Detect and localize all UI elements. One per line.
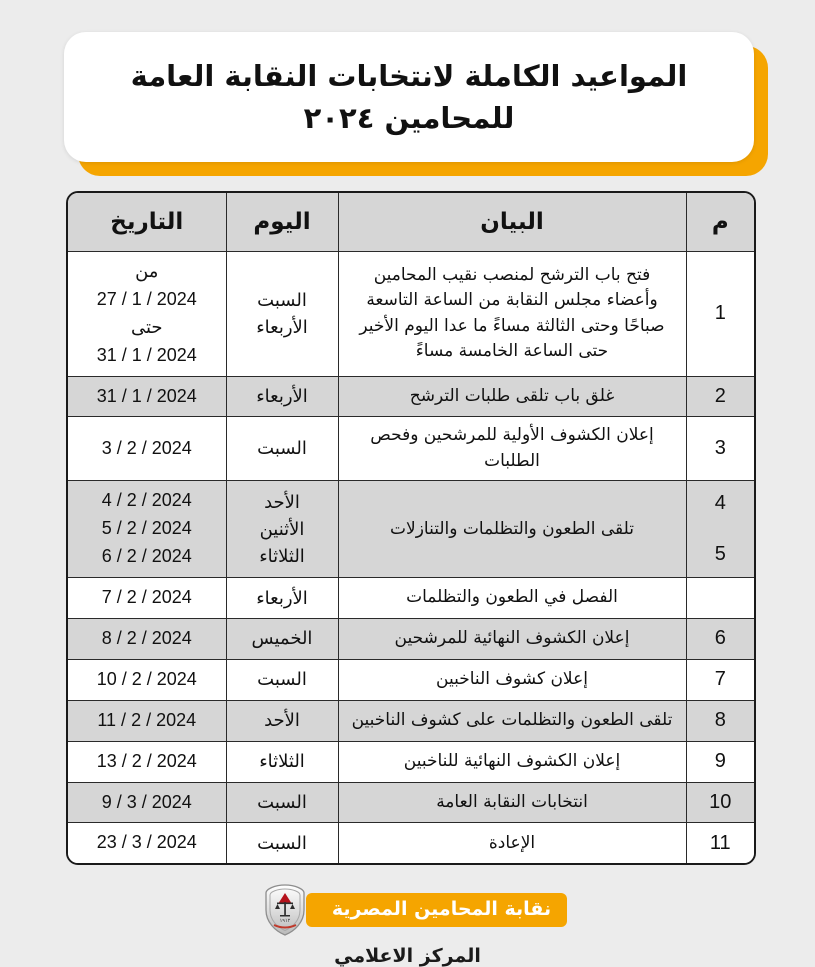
cell-number: [686, 481, 754, 578]
cell-day-line: الثلاثاء: [259, 545, 305, 567]
cell-day-line: الثلاثاء: [259, 751, 305, 773]
cell-day-line: الأحد: [264, 491, 300, 513]
cell-description: تلقى الطعون والتظلمات والتنازلات: [338, 481, 686, 578]
cell-description: إعلان الكشوف النهائية للناخبين: [338, 741, 686, 782]
schedule-table-container: [66, 191, 756, 865]
column-header-date: التاريخ: [68, 193, 226, 252]
cell-day-line: السبت: [257, 669, 307, 691]
cell-number-group: [695, 492, 747, 566]
cell-day-line: السبت: [257, 438, 307, 460]
cell-date: [68, 782, 226, 823]
cell-number: [686, 578, 754, 619]
cell-date: [68, 252, 226, 377]
table-row: [68, 481, 754, 578]
cell-number: 8: [686, 700, 754, 741]
footer-branding: [0, 884, 815, 936]
cell-description: انتخابات النقابة العامة: [338, 782, 686, 823]
cell-day-line: الأربعاء: [256, 316, 308, 338]
cell-date-line: 2024 / 2 / 3: [101, 438, 192, 458]
cell-date-line: حتى: [130, 316, 163, 337]
cell-day: [226, 481, 338, 578]
cell-date-line: 2024 / 2 / 6: [101, 546, 192, 567]
cell-day-line: الأربعاء: [256, 587, 308, 609]
cell-day: [226, 700, 338, 741]
footer-department-label: المركز الاعلامي: [334, 945, 481, 967]
cell-description: غلق باب تلقى طلبات الترشح: [338, 376, 686, 417]
cell-date-line: 2024 / 2 / 8: [101, 628, 192, 649]
cell-day: [226, 578, 338, 619]
cell-date: [68, 417, 226, 481]
cell-description: تلقى الطعون والتظلمات على كشوف الناخبين: [338, 700, 686, 741]
cell-date: [68, 700, 226, 741]
cell-day-line: السبت: [257, 289, 307, 311]
table-row: [68, 376, 754, 417]
table-row: [68, 782, 754, 823]
cell-number: 1: [686, 252, 754, 377]
cell-day: [226, 417, 338, 481]
schedule-table: [68, 193, 754, 863]
cell-number: 3: [686, 417, 754, 481]
page-title: المواعيد الكاملة لانتخابات النقابة العامة للمحامين ٢٠٢٤: [130, 58, 688, 135]
cell-number: 9: [686, 741, 754, 782]
cell-date-line: 2024 / 3 / 9: [101, 791, 192, 812]
cell-day-line: الأربعاء: [256, 386, 308, 407]
column-header-description: البيان: [338, 193, 686, 252]
cell-day-line: الأثنين: [259, 518, 305, 540]
table-row: [68, 619, 754, 660]
cell-description: الفصل في الطعون والتظلمات: [338, 578, 686, 619]
table-body: [68, 252, 754, 864]
cell-description: فتح باب الترشح لمنصب نقيب المحامين وأعضاء مجلس النقابة من الساعة التاسعة صباحًا وحتى الثالثة مساءً ما عدا اليوم الأخير حتى الساعة الخامسة مساءً: [338, 252, 686, 377]
cell-day: [226, 782, 338, 823]
cell-date-line: 2024 / 2 / 4: [101, 490, 192, 511]
cell-day: [226, 376, 338, 417]
cell-date: [68, 741, 226, 782]
cell-day-line: السبت: [257, 792, 307, 814]
table-row: [68, 823, 754, 863]
cell-date-line: 2024 / 1 / 31: [96, 385, 197, 406]
cell-date: [68, 578, 226, 619]
table-row: [68, 659, 754, 700]
cell-number-value: 4: [714, 492, 726, 515]
table-header-row: [68, 193, 754, 252]
cell-day: [226, 741, 338, 782]
svg-text:١٩١٢: ١٩١٢: [279, 918, 291, 924]
table-row: [68, 417, 754, 481]
header-card: [64, 32, 754, 162]
cell-date: [68, 376, 226, 417]
column-header-number: م: [686, 193, 754, 252]
cell-number: 7: [686, 659, 754, 700]
cell-number-value: 5: [714, 543, 726, 566]
cell-date-line: 2024 / 2 / 13: [96, 750, 197, 771]
cell-description: إعلان الكشوف الأولية للمرشحين وفحص الطلبات: [338, 417, 686, 481]
cell-date: [68, 481, 226, 578]
cell-description: إعلان كشوف الناخبين: [338, 659, 686, 700]
cell-day: [226, 823, 338, 863]
table-row: [68, 252, 754, 377]
cell-date-line: 2024 / 2 / 10: [96, 668, 197, 689]
cell-description: إعلان الكشوف النهائية للمرشحين: [338, 619, 686, 660]
cell-day: [226, 619, 338, 660]
cell-date-line: من: [135, 261, 159, 281]
cell-day: [226, 252, 338, 377]
footer-organization-label: نقابة المحامين المصرية: [306, 893, 567, 927]
cell-date-line: 2024 / 1 / 31: [96, 344, 197, 365]
cell-date-line: 2024 / 2 / 11: [97, 709, 197, 730]
cell-date: [68, 619, 226, 660]
table-header: [68, 193, 754, 252]
cell-day: [226, 659, 338, 700]
column-header-day: اليوم: [226, 193, 338, 252]
cell-number: 6: [686, 619, 754, 660]
cell-number: 2: [686, 376, 754, 417]
header-banner: [64, 32, 754, 162]
cell-day-line: السبت: [257, 832, 307, 854]
cell-description: الإعادة: [338, 823, 686, 863]
cell-date-line: 2024 / 2 / 7: [101, 587, 192, 608]
cell-number: 11: [686, 823, 754, 863]
lawyers-syndicate-emblem-icon: [264, 884, 306, 936]
footer: [0, 884, 815, 967]
table-row: [68, 578, 754, 619]
cell-date-line: 2024 / 2 / 5: [101, 518, 192, 539]
table-row: [68, 700, 754, 741]
cell-date-line: 2024 / 3 / 23: [96, 832, 197, 853]
table-row: [68, 741, 754, 782]
cell-date-line: 2024 / 1 / 27: [96, 288, 197, 309]
cell-day-line: الأحد: [264, 710, 300, 732]
cell-date: [68, 823, 226, 863]
cell-day-line: الخميس: [251, 628, 313, 650]
cell-number: 10: [686, 782, 754, 823]
cell-date: [68, 659, 226, 700]
